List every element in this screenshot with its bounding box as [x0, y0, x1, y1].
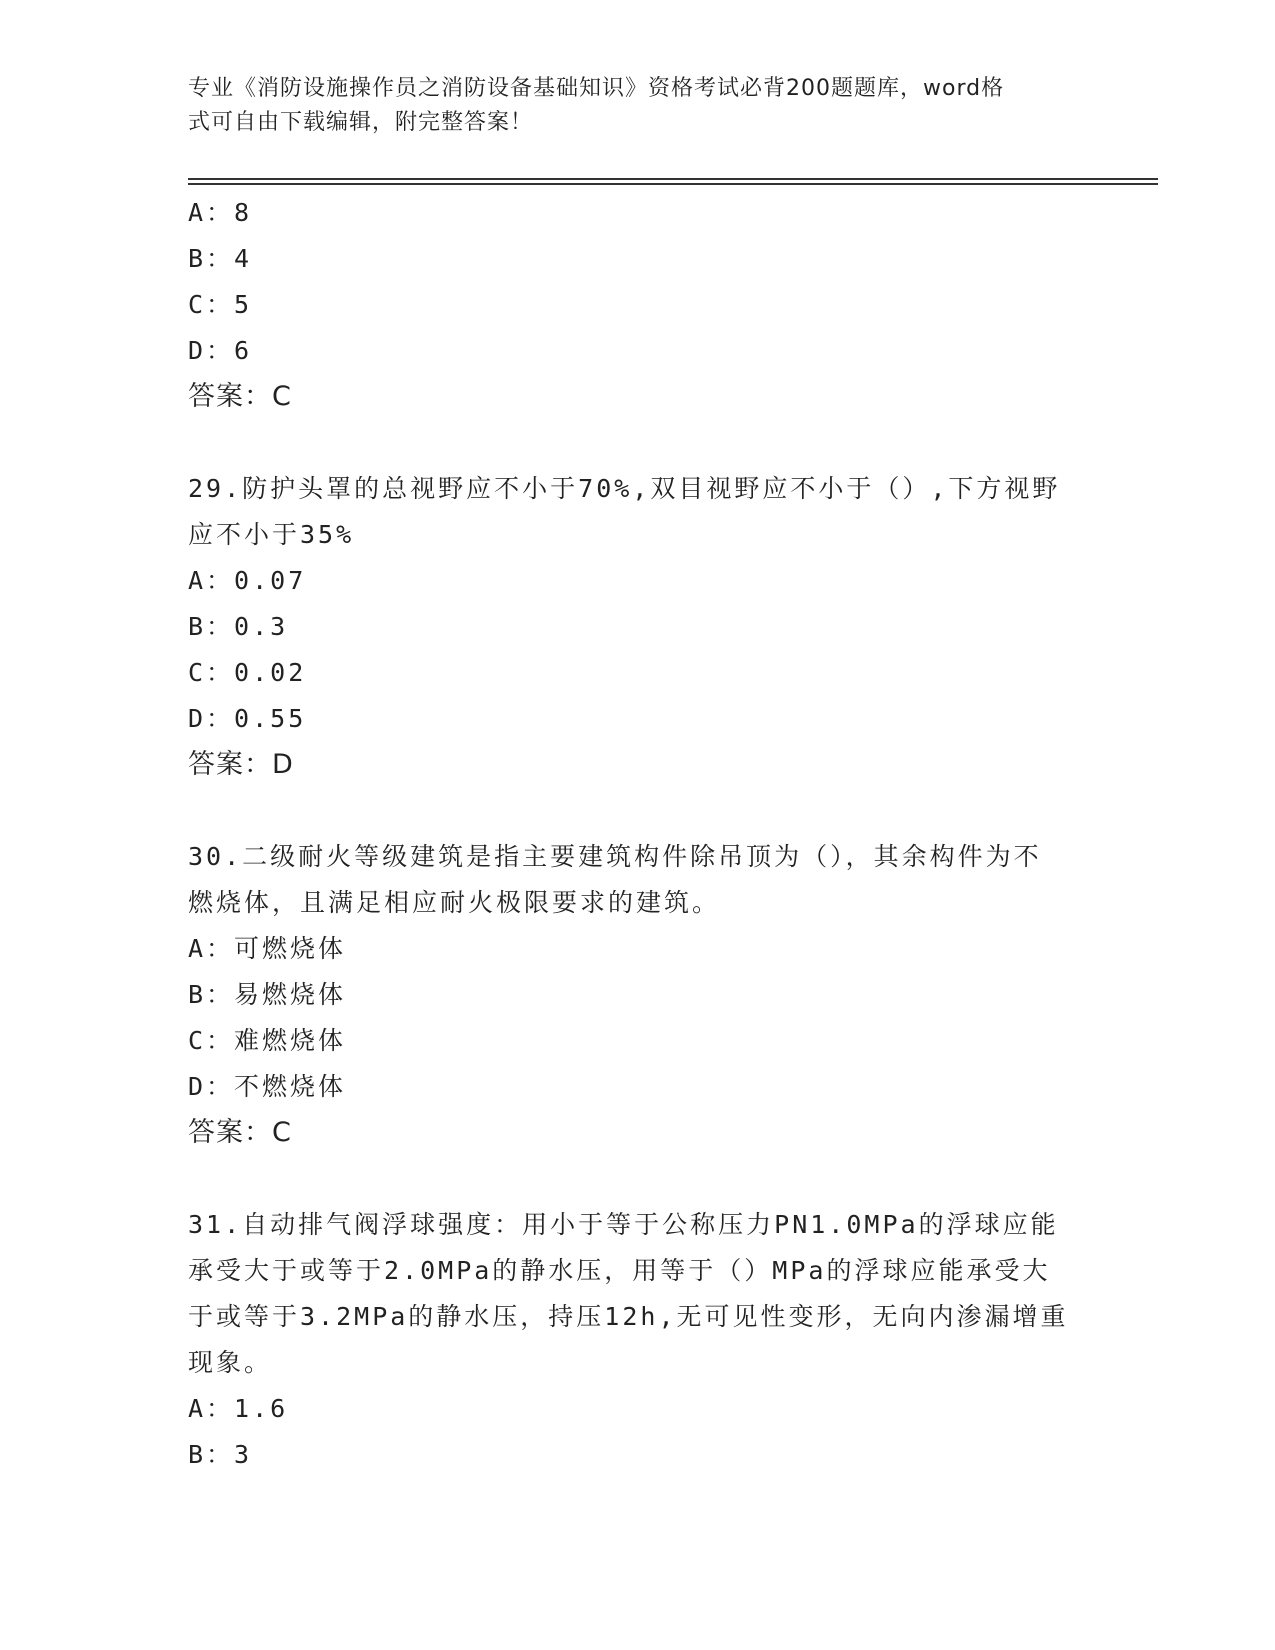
option-d: D：6: [188, 336, 253, 365]
question-text-line-1: 29.防护头罩的总视野应不小于70%,双目视野应不小于（）,下方视野: [188, 474, 1061, 503]
spacer: [188, 420, 1088, 466]
header-divider-bottom: [188, 183, 1158, 185]
document-header: [188, 72, 1068, 140]
answer: 答案：D: [188, 749, 294, 780]
option-a: A：8: [188, 198, 253, 227]
question-29: [188, 466, 1088, 788]
option-c: C：难燃烧体: [188, 1026, 347, 1055]
header-line-2: 式可自由下载编辑，附完整答案！: [188, 110, 534, 135]
question-text-line-2: 燃烧体，且满足相应耐火极限要求的建筑。: [188, 888, 721, 917]
option-a: A：0.07: [188, 566, 307, 595]
question-list: [188, 190, 1088, 1478]
question-text-line-3: 于或等于3.2MPa的静水压，持压12h,无可见性变形，无向内渗漏增重: [188, 1302, 1069, 1331]
question-text-line-1: 31.自动排气阀浮球强度：用小于等于公称压力PN1.0MPa的浮球应能: [188, 1210, 1059, 1239]
question-28: [188, 190, 1088, 420]
option-b: B：4: [188, 244, 253, 273]
option-a: A：可燃烧体: [188, 934, 347, 963]
option-c: C：5: [188, 290, 253, 319]
option-b: B：0.3: [188, 612, 289, 641]
question-31: [188, 1202, 1088, 1478]
answer: 答案：C: [188, 381, 292, 412]
option-d: D：不燃烧体: [188, 1072, 347, 1101]
question-text-line-2: 承受大于或等于2.0MPa的静水压，用等于（）MPa的浮球应能承受大: [188, 1256, 1051, 1285]
spacer: [188, 788, 1088, 834]
question-30: [188, 834, 1088, 1156]
question-text-line-2: 应不小于35%: [188, 520, 355, 549]
option-b: B：易燃烧体: [188, 980, 347, 1009]
option-d: D：0.55: [188, 704, 307, 733]
question-text-line-1: 30.二级耐火等级建筑是指主要建筑构件除吊顶为（），其余构件为不: [188, 842, 1042, 871]
answer: 答案：C: [188, 1117, 292, 1148]
option-a: A：1.6: [188, 1394, 289, 1423]
spacer: [188, 1156, 1088, 1202]
option-c: C：0.02: [188, 658, 307, 687]
header-line-1: 专业《消防设施操作员之消防设备基础知识》资格考试必背200题题库，word格: [188, 76, 1005, 101]
header-divider-top: [188, 178, 1158, 180]
question-text-line-4: 现象。: [188, 1348, 273, 1377]
option-b: B：3: [188, 1440, 253, 1469]
